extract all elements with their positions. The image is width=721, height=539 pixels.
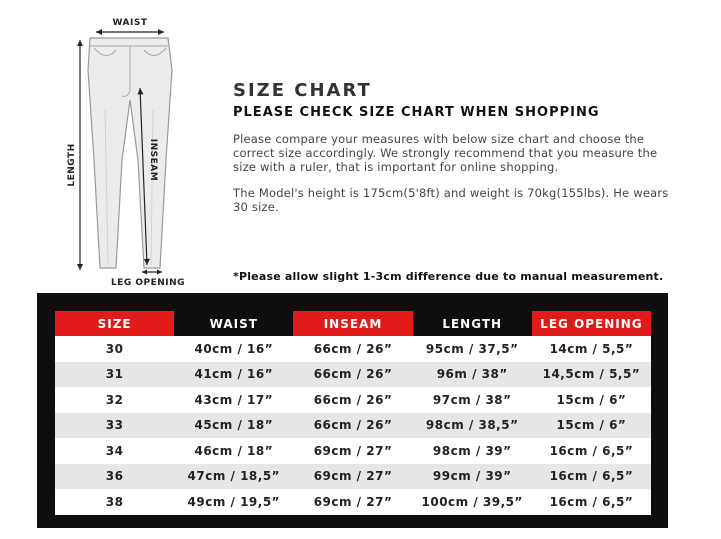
length-label: LENGTH — [67, 143, 77, 187]
table-header-row — [55, 311, 651, 336]
size-table — [55, 311, 651, 517]
table-row — [55, 387, 651, 413]
waist-label: WAIST — [112, 18, 148, 28]
cell-inseam: 66cm / 26” — [313, 341, 393, 356]
table-row — [55, 438, 651, 464]
cell-length: 95cm / 37,5” — [425, 341, 519, 356]
cell-length: 99cm / 39” — [432, 469, 512, 484]
cell-leg-opening: 16cm / 6,5” — [549, 469, 634, 484]
header-length: LENGTH — [413, 311, 532, 336]
cell-length: 100cm / 39,5” — [421, 494, 523, 509]
header-leg-opening: LEG OPENING — [532, 311, 651, 336]
size-table-frame — [37, 293, 668, 528]
cell-leg-opening: 15cm / 6” — [556, 392, 627, 407]
cell-waist: 49cm / 19,5” — [187, 494, 281, 509]
header-inseam: INSEAM — [293, 311, 412, 336]
cell-size: 33 — [105, 418, 124, 433]
cell-length: 98cm / 38,5” — [425, 418, 519, 433]
inseam-label: INSEAM — [148, 138, 158, 182]
table-row — [55, 464, 651, 490]
cell-waist: 46cm / 18” — [194, 443, 274, 458]
cell-leg-opening: 15cm / 6” — [556, 418, 627, 433]
cell-size: 30 — [105, 341, 124, 356]
cell-inseam: 66cm / 26” — [313, 367, 393, 382]
cell-length: 97cm / 38” — [432, 392, 512, 407]
cell-waist: 43cm / 17” — [194, 392, 274, 407]
cell-waist: 40cm / 16” — [194, 341, 274, 356]
cell-waist: 41cm / 16” — [194, 367, 274, 382]
leg-opening-label: LEG OPENING — [110, 278, 186, 288]
table-row — [55, 336, 651, 362]
cell-inseam: 69cm / 27” — [313, 494, 393, 509]
cell-size: 34 — [105, 443, 124, 458]
header-size: SIZE — [55, 311, 174, 336]
cell-inseam: 66cm / 26” — [313, 392, 393, 407]
model-info-paragraph: The Model's height is 175cm(5'8ft) and weight is 70kg(155lbs). He wears 30 size. — [233, 186, 669, 214]
cell-size: 36 — [105, 469, 124, 484]
cell-waist: 47cm / 18,5” — [187, 469, 281, 484]
table-row — [55, 413, 651, 439]
measurement-note: *Please allow slight 1-3cm difference due to manual measurement. — [233, 270, 664, 283]
cell-size: 38 — [105, 494, 124, 509]
cell-length: 96m / 38” — [436, 367, 508, 382]
page-subtitle: PLEASE CHECK SIZE CHART WHEN SHOPPING — [233, 105, 600, 120]
cell-size: 31 — [105, 367, 124, 382]
cell-inseam: 69cm / 27” — [313, 469, 393, 484]
cell-inseam: 69cm / 27” — [313, 443, 393, 458]
cell-leg-opening: 16cm / 6,5” — [549, 443, 634, 458]
instructions-paragraph: Please compare your measures with below size chart and choose the correct size accordingly. We strongly recommend that you measure the size with a ruler, that is important for online shopping. — [233, 132, 658, 174]
jeans-diagram — [60, 10, 210, 290]
cell-waist: 45cm / 18” — [194, 418, 274, 433]
cell-length: 98cm / 39” — [432, 443, 512, 458]
cell-size: 32 — [105, 392, 124, 407]
cell-inseam: 66cm / 26” — [313, 418, 393, 433]
cell-leg-opening: 16cm / 6,5” — [549, 494, 634, 509]
size-chart-info — [233, 80, 673, 226]
page-title: SIZE CHART — [233, 80, 372, 101]
jeans-illustration-icon — [60, 10, 210, 290]
header-waist: WAIST — [174, 311, 293, 336]
table-row — [55, 362, 651, 388]
cell-leg-opening: 14,5cm / 5,5” — [542, 367, 641, 382]
table-row — [55, 489, 651, 515]
cell-leg-opening: 14cm / 5,5” — [549, 341, 634, 356]
